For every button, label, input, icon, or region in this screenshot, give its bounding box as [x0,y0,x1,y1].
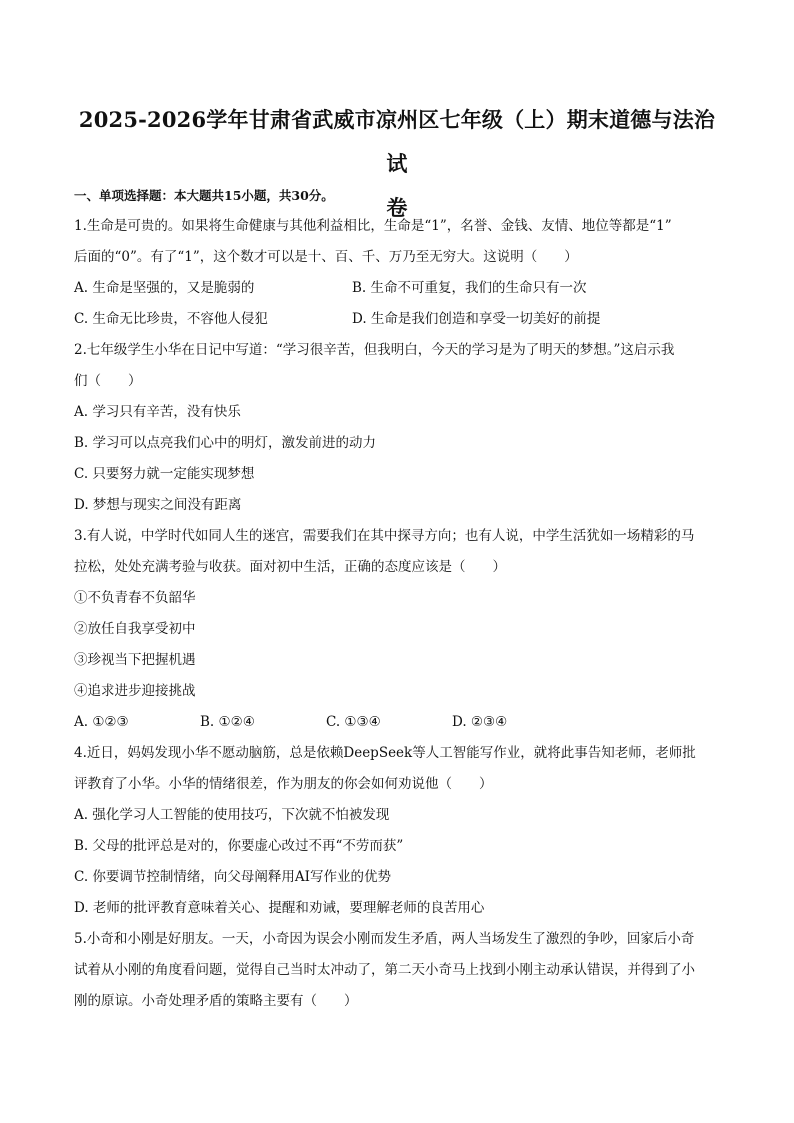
option-row [74,304,722,335]
stem-line: 们（ ） [74,373,142,389]
question-4 [74,738,722,924]
exam-title-line-2: 卷 [386,195,408,220]
stem-line: 拉松，处处充满考验与收获。面对初中生活，正确的态度应该是（ ） [74,559,506,575]
option-b[interactable]: B. ①②④ [200,714,255,730]
option-b[interactable]: B. 学习可以点亮我们心中的明灯，激发前进的动力 [74,435,377,451]
statement-2: ②放任自我享受初中 [74,621,196,637]
option-b[interactable]: B. 生命不可重复，我们的生命只有一次 [352,280,587,296]
stem-line: 5.小奇和小刚是好朋友。一天，小奇因为误会小刚而发生矛盾，两人当场发生了激烈的争吵，回家后小奇 [74,931,695,947]
option-c[interactable]: C. ①③④ [326,714,381,730]
option-c[interactable]: C. 只要努力就一定能实现梦想 [74,466,255,482]
question-1 [74,211,722,335]
question-stem [74,924,722,1017]
option-d[interactable]: D. 梦想与现实之间没有距离 [74,497,242,513]
question-stem [74,211,722,273]
stem-line: 4.近日，妈妈发现小华不愿动脑筋，总是依赖DeepSeek等人工智能写作业，就将此事告知老师，老师批 [74,745,696,761]
exam-content [74,183,722,1017]
stem-line: 1.生命是可贵的。如果将生命健康与其他利益相比，生命是“1”，名誉、金钱、友情、地位等都是“1” [74,218,672,234]
option-a[interactable]: A. 强化学习人工智能的使用技巧，下次就不怕被发现 [74,807,390,823]
option-row [74,707,722,738]
statement-4: ④追求进步迎接挑战 [74,683,196,699]
exam-title-line-1: 2025-2026学年甘肃省武威市凉州区七年级（上）期末道德与法治试 [78,107,716,176]
question-3 [74,521,722,738]
option-a[interactable]: A. 生命是坚强的，又是脆弱的 [74,280,255,296]
stem-line: 评教育了小华。小华的情绪很差，作为朋友的你会如何劝说他（ ） [74,776,493,792]
option-c[interactable]: C. 生命无比珍贵，不容他人侵犯 [74,311,268,327]
option-b[interactable]: B. 父母的批评总是对的，你要虚心改过不再“不劳而获” [74,838,404,854]
question-stem [74,738,722,800]
stem-line: 2.七年级学生小华在日记中写道：“学习很辛苦，但我明白，今天的学习是为了明天的梦想。”这启示我 [74,342,675,358]
option-d[interactable]: D. ②③④ [452,714,508,730]
stem-line: 刚的原谅。小奇处理矛盾的策略主要有（ ） [74,993,358,1009]
question-5 [74,924,722,1017]
option-d[interactable]: D. 生命是我们创造和享受一切美好的前提 [352,311,601,327]
stem-line: 3.有人说，中学时代如同人生的迷宫，需要我们在其中探寻方向；也有人说，中学生活犹如一场精彩的马 [74,528,695,544]
section-heading: 一、单项选择题：本大题共15小题，共30分。 [74,188,334,203]
option-row [74,273,722,304]
question-2 [74,335,722,521]
option-c[interactable]: C. 你要调节控制情绪，向父母阐释用AI写作业的优势 [74,869,392,885]
option-a[interactable]: A. ①②③ [74,714,129,730]
stem-line: 后面的“0”。有了“1”，这个数才可以是十、百、千、万乃至无穷大。这说明（ ） [74,249,578,265]
stem-line: 试着从小刚的角度看问题，觉得自己当时太冲动了，第二天小奇马上找到小刚主动承认错误，并得到了小 [74,962,695,978]
option-a[interactable]: A. 学习只有辛苦，没有快乐 [74,404,241,420]
question-stem [74,521,722,583]
statement-1: ①不负青春不负韶华 [74,590,196,606]
option-d[interactable]: D. 老师的批评教育意味着关心、提醒和劝诫，要理解老师的良苦用心 [74,900,485,916]
statement-3: ③珍视当下把握机遇 [74,652,196,668]
question-stem [74,335,722,397]
